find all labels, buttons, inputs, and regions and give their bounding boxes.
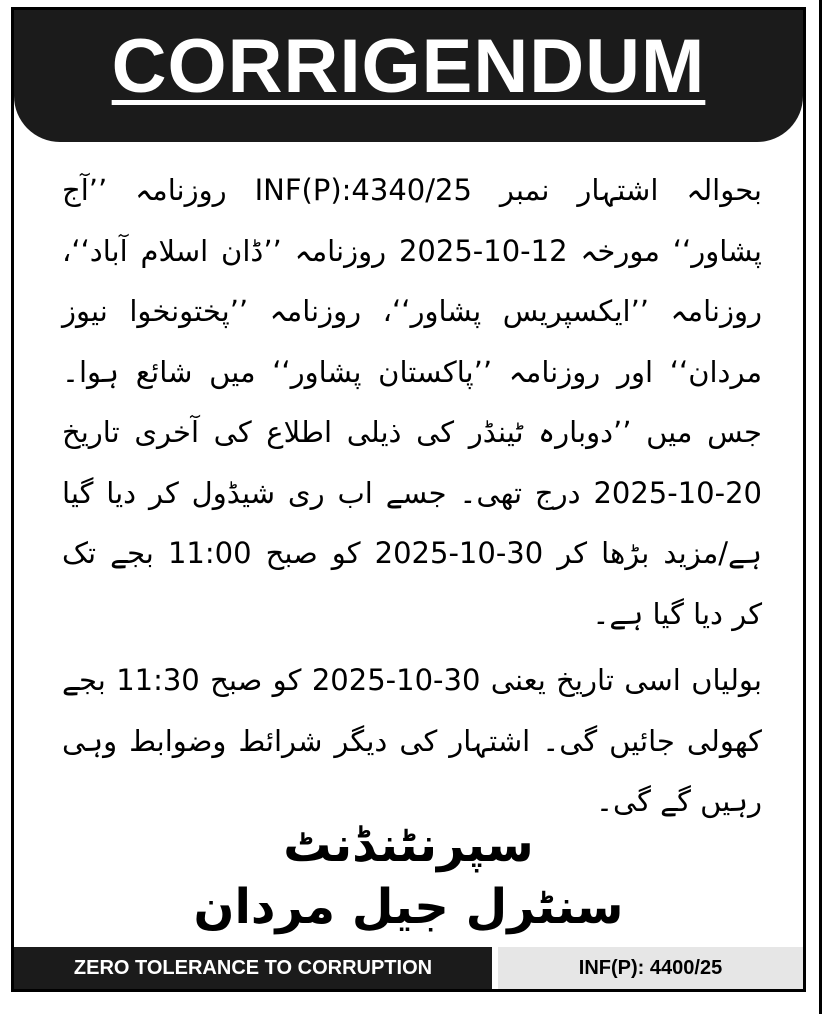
anti-corruption-slogan: ZERO TOLERANCE TO CORRUPTION bbox=[14, 947, 492, 989]
signature-office: سنٹرل جیل مردان bbox=[193, 879, 624, 935]
page-edge-rule bbox=[819, 0, 822, 1014]
notice-paragraph-1: بحوالہ اشتہار نمبر INF(P):4340/25 روزنامہ ’’آج پشاور‘‘ مورخہ 12-10-2025 روزنامہ ’’ڈان اسلام آباد‘‘، روزنامہ ’’ایکسپریس پشاور‘‘، روزنامہ ’’پختونخوا نیوز مردان‘‘ اور روزنامہ ’’پاکستان پشاور‘‘ میں شائع ہوا۔ جس میں ’’دوبارہ ٹینڈر کی ذیلی اطلاع کی آخری تاریخ 20-10-2025 درج تھی۔ جسے اب ری شیڈول کر دیا گیا ہے/مزید بڑھا کر 30-10-2025 کو صبح 11:00 بجے تک کر دیا گیا ہے۔ bbox=[62, 173, 762, 631]
title-banner bbox=[14, 10, 803, 142]
signature-designation: سپرنٹنڈنٹ bbox=[283, 817, 534, 873]
reference-number: INF(P): 4400/25 bbox=[498, 947, 803, 989]
advertisement-frame bbox=[11, 7, 806, 992]
footer-bar bbox=[14, 947, 803, 989]
notice-paragraph-2: بولیاں اسی تاریخ یعنی 30-10-2025 کو صبح 11:30 بجے کھولی جائیں گی۔ اشتہار کی دیگر شرائط وضوابط وہی رہیں گے گی۔ bbox=[62, 663, 762, 818]
notice-body bbox=[62, 160, 762, 832]
notice-title: CORRIGENDUM bbox=[111, 24, 706, 109]
